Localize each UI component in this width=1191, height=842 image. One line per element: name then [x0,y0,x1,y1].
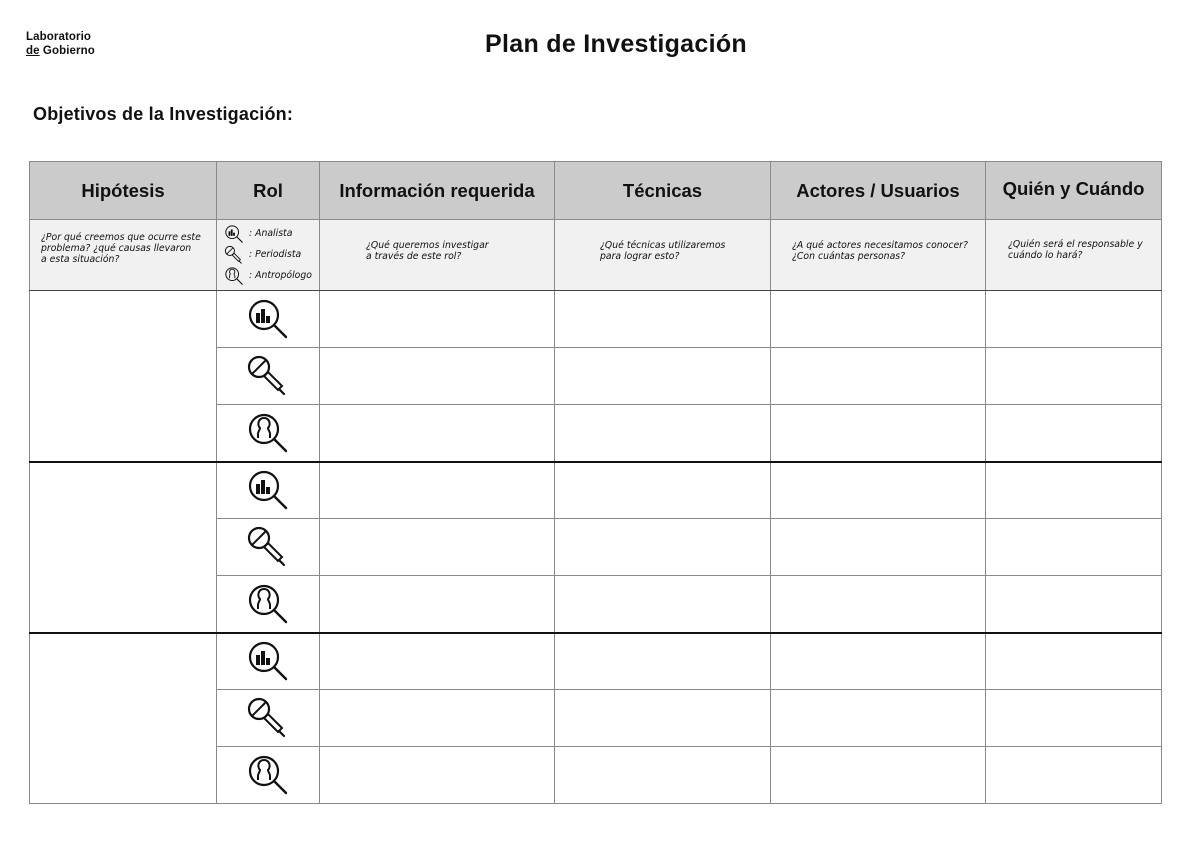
quien-input-cell[interactable] [986,348,1162,405]
prompt-tecnicas [555,220,771,291]
prompt-line: ¿Con cuántas personas? [792,251,906,262]
actores-input-cell[interactable] [771,576,986,633]
actores-input-cell[interactable] [771,405,986,462]
info-input-cell[interactable] [320,405,555,462]
tecnicas-input-cell[interactable] [555,690,771,747]
info-input-cell[interactable] [320,348,555,405]
prompt-row [30,220,1162,291]
info-input-cell[interactable] [320,747,555,804]
analyst-chart-magnifier-icon [224,224,244,244]
quien-input-cell[interactable] [986,576,1162,633]
table-row [30,291,1162,348]
prompt-hipotesis [30,220,217,291]
role-cell-analista [217,633,320,690]
header-informacion: Información requerida [320,162,555,220]
legend-periodista [224,244,319,265]
role-cell-analista [217,291,320,348]
role-cell-antropologo [217,747,320,804]
journalist-microphone-icon [246,525,290,569]
prompt-quien [986,220,1162,291]
header-rol: Rol [217,162,320,220]
objectives-label: Objetivos de la Investigación: [33,104,294,124]
role-cell-antropologo [217,405,320,462]
role-legend [217,220,320,291]
journalist-microphone-icon [246,354,290,398]
actores-input-cell[interactable] [771,690,986,747]
research-plan-table [29,161,1162,804]
prompt-line: ¿Quién será el responsable y [1008,239,1143,250]
prompt-line: ¿Qué queremos investigar [366,240,489,251]
prompt-line: ¿A qué actores necesitamos conocer? [792,240,968,251]
tecnicas-input-cell[interactable] [555,633,771,690]
quien-input-cell[interactable] [986,519,1162,576]
quien-input-cell[interactable] [986,633,1162,690]
anthropologist-person-magnifier-icon [246,582,290,626]
anthropologist-person-magnifier-icon [224,266,244,286]
legend-label: : Analista [249,228,293,239]
logo-line-1: Laboratorio [26,31,91,43]
tecnicas-input-cell[interactable] [555,405,771,462]
legend-label: : Periodista [249,249,302,260]
anthropologist-person-magnifier-icon [246,411,290,455]
actores-input-cell[interactable] [771,633,986,690]
info-input-cell[interactable] [320,462,555,519]
tecnicas-input-cell[interactable] [555,348,771,405]
hypothesis-input-cell[interactable] [30,291,217,462]
tecnicas-input-cell[interactable] [555,576,771,633]
quien-input-cell[interactable] [986,462,1162,519]
page-title: Plan de Investigación [485,30,747,58]
info-input-cell[interactable] [320,576,555,633]
tecnicas-input-cell[interactable] [555,747,771,804]
quien-input-cell[interactable] [986,405,1162,462]
analyst-chart-magnifier-icon [246,468,290,512]
actores-input-cell[interactable] [771,519,986,576]
prompt-line: a través de este rol? [366,251,462,262]
analyst-chart-magnifier-icon [246,639,290,683]
role-cell-periodista [217,519,320,576]
prompt-line: para lograr esto? [600,251,680,262]
header-tecnicas: Técnicas [555,162,771,220]
prompt-line: ¿Por qué creemos que ocurre este [41,232,201,243]
tecnicas-input-cell[interactable] [555,462,771,519]
legend-label: : Antropólogo [249,270,312,281]
role-cell-analista [217,462,320,519]
table-row [30,633,1162,690]
actores-input-cell[interactable] [771,348,986,405]
prompt-line: problema? ¿qué causas llevaron [41,243,192,254]
analyst-chart-magnifier-icon [246,297,290,341]
logo-de: de [26,45,40,57]
info-input-cell[interactable] [320,690,555,747]
role-cell-periodista [217,348,320,405]
logo-gobierno: Gobierno [39,45,95,57]
prompt-line: cuándo lo hará? [1008,250,1083,261]
legend-analista [224,223,319,244]
hypothesis-input-cell[interactable] [30,462,217,633]
tecnicas-input-cell[interactable] [555,291,771,348]
info-input-cell[interactable] [320,291,555,348]
hypothesis-input-cell[interactable] [30,633,217,804]
info-input-cell[interactable] [320,633,555,690]
actores-input-cell[interactable] [771,747,986,804]
info-input-cell[interactable] [320,519,555,576]
prompt-informacion [320,220,555,291]
journalist-microphone-icon [224,245,244,265]
prompt-line: ¿Qué técnicas utilizaremos [600,240,726,251]
prompt-actores [771,220,986,291]
anthropologist-person-magnifier-icon [246,753,290,797]
actores-input-cell[interactable] [771,291,986,348]
tecnicas-input-cell[interactable] [555,519,771,576]
header-hipotesis: Hipótesis [30,162,217,220]
role-cell-antropologo [217,576,320,633]
header-quien: Quién y Cuándo [986,162,1162,220]
quien-input-cell[interactable] [986,747,1162,804]
role-cell-periodista [217,690,320,747]
prompt-line: a esta situación? [41,254,120,265]
header-actores: Actores / Usuarios [771,162,986,220]
actores-input-cell[interactable] [771,462,986,519]
legend-antropologo [224,265,319,286]
quien-input-cell[interactable] [986,291,1162,348]
journalist-microphone-icon [246,696,290,740]
quien-input-cell[interactable] [986,690,1162,747]
table-row [30,462,1162,519]
